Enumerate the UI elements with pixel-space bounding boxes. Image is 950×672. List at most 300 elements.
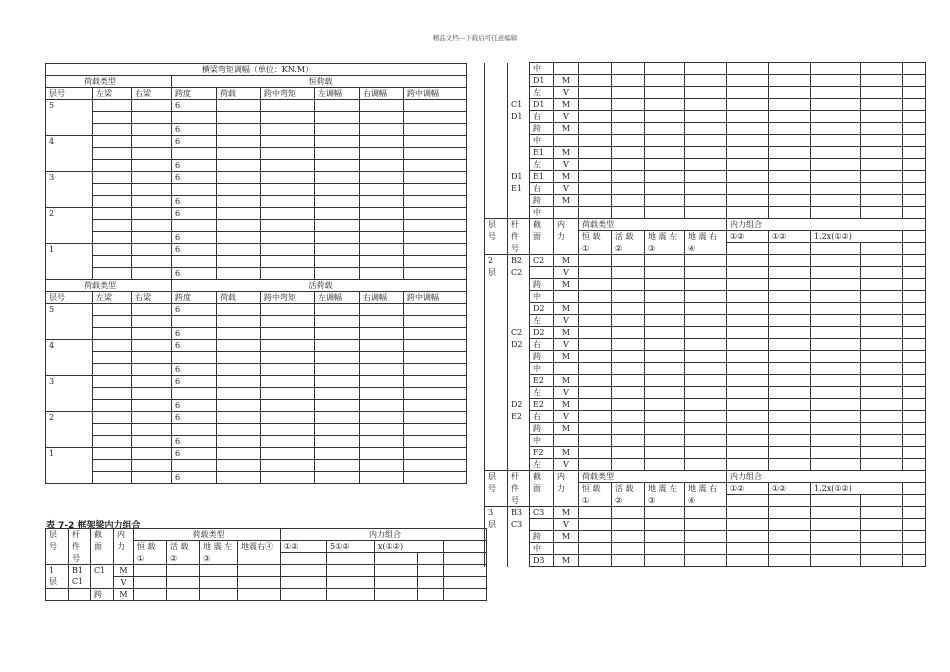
- section-header: 面: [530, 483, 554, 495]
- table-cell: [217, 412, 261, 424]
- member-cell: B3: [508, 507, 530, 519]
- force-cell: M: [554, 195, 579, 207]
- table-cell: [93, 220, 132, 232]
- section-cell: D2: [530, 327, 554, 339]
- table-cell: [645, 351, 685, 363]
- member-cell: D2: [508, 339, 530, 351]
- column-header: 跨中弯矩: [261, 88, 315, 100]
- force-cell: M: [554, 327, 579, 339]
- table-cell: [375, 553, 418, 565]
- force-header: 力: [114, 541, 134, 553]
- table-cell: [612, 63, 645, 75]
- table-cell: [360, 136, 404, 148]
- table-cell: [685, 63, 727, 75]
- force-row: [485, 255, 926, 267]
- table-cell: [132, 472, 172, 484]
- table-cell: [811, 363, 861, 375]
- table-cell: [903, 267, 926, 279]
- table-cell: [172, 316, 217, 328]
- section-cell: D2: [530, 303, 554, 315]
- section-cell: 跨: [530, 351, 554, 363]
- section-cell: C1: [91, 565, 114, 577]
- table-cell: [93, 472, 132, 484]
- table-cell: [769, 135, 811, 147]
- page-header: 精品文档---下载后可任意编辑: [432, 34, 518, 42]
- table-cell: [261, 460, 315, 472]
- force-row: [485, 111, 926, 123]
- table-cell: [579, 399, 612, 411]
- floor-row: [46, 352, 467, 364]
- force-row: [485, 183, 926, 195]
- table-cell: [727, 111, 769, 123]
- table-cell: [612, 459, 645, 471]
- section-cell: F2: [530, 447, 554, 459]
- table-cell: [685, 363, 727, 375]
- table-cell: [315, 220, 360, 232]
- table-cell: [217, 304, 261, 316]
- table-cell: [645, 543, 685, 555]
- table-cell: [327, 565, 375, 577]
- floor-cell: [485, 99, 508, 111]
- table-cell: [315, 352, 360, 364]
- table-cell: [132, 316, 172, 328]
- header-row: [46, 541, 487, 553]
- table-cell: [811, 435, 861, 447]
- table-cell: [811, 87, 861, 99]
- table-cell: [612, 363, 645, 375]
- table-cell: [727, 243, 769, 255]
- table-cell: [217, 472, 261, 484]
- table-cell: [93, 412, 132, 424]
- force-row: [485, 423, 926, 435]
- floor-row: [46, 136, 467, 148]
- table-cell: [727, 531, 769, 543]
- table-cell: [132, 184, 172, 196]
- member-cell: [508, 315, 530, 327]
- table-cell: [132, 376, 172, 388]
- table-cell: [261, 388, 315, 400]
- table-cell: [360, 232, 404, 244]
- table-cell: [93, 232, 132, 244]
- combo-col: ①②: [281, 541, 327, 553]
- table-cell: [360, 460, 404, 472]
- section-cell: 左: [530, 159, 554, 171]
- table-cell: [685, 111, 727, 123]
- force-row: [485, 267, 926, 279]
- span-value: 6: [172, 208, 217, 220]
- table-cell: [444, 565, 487, 577]
- table-cell: [360, 376, 404, 388]
- force-row: [485, 387, 926, 399]
- table-cell: [727, 423, 769, 435]
- table-cell: [811, 399, 861, 411]
- table-cell: [172, 460, 217, 472]
- table-cell: [645, 147, 685, 159]
- member-cell: C3: [508, 519, 530, 531]
- table-cell: [612, 159, 645, 171]
- floor-cell: [485, 555, 508, 567]
- table-cell: [861, 411, 903, 423]
- section-cell: 右: [530, 183, 554, 195]
- table-cell: [612, 171, 645, 183]
- table-cell: [93, 100, 132, 112]
- section-cell: 右: [530, 339, 554, 351]
- table-cell: [114, 553, 134, 565]
- table-cell: [418, 553, 444, 565]
- table-cell: [404, 352, 467, 364]
- table-cell: [132, 304, 172, 316]
- table-cell: [404, 364, 467, 376]
- table-cell: [861, 63, 903, 75]
- table-cell: [612, 519, 645, 531]
- member-header: 件: [69, 541, 91, 553]
- force-cell: [554, 363, 579, 375]
- table-cell: [172, 148, 217, 160]
- table-cell: [281, 553, 327, 565]
- floor-cell: [485, 447, 508, 459]
- table-cell: [261, 244, 315, 256]
- internal-force-table-part2: [484, 62, 926, 567]
- section-cell: 中: [530, 135, 554, 147]
- table-cell: [360, 388, 404, 400]
- table-cell: [404, 472, 467, 484]
- table-cell: [861, 387, 903, 399]
- table-cell: [217, 424, 261, 436]
- combo-col: 1.2x(①②): [811, 483, 903, 495]
- table-cell: [685, 207, 727, 219]
- table-cell: [727, 459, 769, 471]
- table-cell: [404, 304, 467, 316]
- table-cell: [903, 171, 926, 183]
- table-cell: [217, 136, 261, 148]
- live-load-header: 活 载: [167, 541, 200, 553]
- column-header: 荷载: [217, 88, 261, 100]
- member-cell: [508, 555, 530, 567]
- table-cell: [685, 351, 727, 363]
- force-cell: V: [554, 339, 579, 351]
- floor-cell: [485, 411, 508, 423]
- table-cell: [685, 159, 727, 171]
- section-cell: 右: [530, 411, 554, 423]
- force-row: [485, 303, 926, 315]
- table-cell: [132, 460, 172, 472]
- table-cell: [579, 279, 612, 291]
- table-cell: [315, 184, 360, 196]
- force-row: [485, 147, 926, 159]
- table-cell: [360, 160, 404, 172]
- table-cell: [404, 220, 467, 232]
- table-cell: [861, 435, 903, 447]
- table-cell: [769, 279, 811, 291]
- force-cell: M: [554, 171, 579, 183]
- table-cell: [579, 111, 612, 123]
- table-cell: [727, 411, 769, 423]
- table-cell: [727, 399, 769, 411]
- table-cell: [530, 243, 554, 255]
- floor-cell: [485, 75, 508, 87]
- force-header: 力: [554, 231, 579, 243]
- table-cell: [811, 255, 861, 267]
- table-cell: [685, 435, 727, 447]
- member-header: 号: [508, 243, 530, 255]
- table-cell: [727, 555, 769, 567]
- table-cell: [579, 99, 612, 111]
- table-cell: [404, 448, 467, 460]
- span-value: 6: [172, 136, 217, 148]
- table-cell: [861, 291, 903, 303]
- table-cell: [93, 388, 132, 400]
- table-cell: [444, 553, 487, 565]
- table-cell: [93, 196, 132, 208]
- table-cell: [903, 543, 926, 555]
- eq-left-num: ③: [200, 553, 238, 565]
- table-cell: [261, 376, 315, 388]
- span-value: 6: [172, 100, 217, 112]
- floor-header: 号: [46, 541, 69, 553]
- table-cell: [769, 423, 811, 435]
- table-cell: [769, 183, 811, 195]
- table-cell: [727, 123, 769, 135]
- table-cell: [579, 411, 612, 423]
- floor-cell: [485, 183, 508, 195]
- table-cell: [134, 577, 167, 589]
- span-value: 6: [172, 268, 217, 280]
- table-cell: [375, 565, 418, 577]
- table-cell: [93, 448, 132, 460]
- force-row: [485, 375, 926, 387]
- header-row: [46, 529, 487, 541]
- table-cell: [903, 279, 926, 291]
- table-cell: [685, 147, 727, 159]
- table-cell: [404, 100, 467, 112]
- table-cell: [217, 376, 261, 388]
- table-cell: [217, 388, 261, 400]
- table-cell: [315, 244, 360, 256]
- table-cell: [903, 495, 926, 507]
- table-cell: [315, 232, 360, 244]
- table-cell: [404, 148, 467, 160]
- force-cell: [554, 63, 579, 75]
- member-cell: [508, 135, 530, 147]
- table-cell: [172, 256, 217, 268]
- table-cell: [132, 100, 172, 112]
- section-cell: C3: [530, 507, 554, 519]
- table-cell: [404, 388, 467, 400]
- force-cell: V: [554, 159, 579, 171]
- table-cell: [404, 412, 467, 424]
- section-cell: 中: [530, 543, 554, 555]
- column-header-row: [46, 292, 467, 304]
- table-cell: [769, 195, 811, 207]
- floor-row: [46, 184, 467, 196]
- table-cell: [645, 459, 685, 471]
- table-cell: [685, 411, 727, 423]
- table-cell: [132, 388, 172, 400]
- member-cell: C1: [508, 99, 530, 111]
- table-cell: [727, 207, 769, 219]
- eq-right-header: 地震右④: [238, 541, 281, 553]
- table-cell: [811, 99, 861, 111]
- floor-row: [46, 172, 467, 184]
- section-cell: D3: [530, 555, 554, 567]
- table-cell: [132, 112, 172, 124]
- floor-cell: [485, 303, 508, 315]
- floor-row: [46, 388, 467, 400]
- table-cell: [217, 172, 261, 184]
- table-cell: [811, 495, 861, 507]
- span-value: 6: [172, 328, 217, 340]
- table-cell: [685, 171, 727, 183]
- table-cell: [903, 87, 926, 99]
- floor-number: 1: [46, 448, 93, 484]
- force-cell: M: [554, 447, 579, 459]
- span-value: 6: [172, 304, 217, 316]
- table-cell: [315, 424, 360, 436]
- floor-cell: [485, 111, 508, 123]
- table-cell: [404, 400, 467, 412]
- table-cell: [315, 340, 360, 352]
- table-cell: [903, 327, 926, 339]
- table-cell: [172, 112, 217, 124]
- member-text: C1: [72, 577, 84, 586]
- floor-row: [46, 124, 467, 136]
- table-cell: [93, 208, 132, 220]
- table-cell: [903, 135, 926, 147]
- table-cell: [727, 99, 769, 111]
- table-cell: [727, 183, 769, 195]
- member-cell: [508, 303, 530, 315]
- table-cell: [91, 553, 114, 565]
- table-cell: [93, 244, 132, 256]
- table-cell: [769, 387, 811, 399]
- table-cell: [261, 352, 315, 364]
- table-cell: [903, 423, 926, 435]
- table-cell: [93, 184, 132, 196]
- span-value: 6: [172, 244, 217, 256]
- table-cell: [727, 195, 769, 207]
- floor-row: [46, 448, 467, 460]
- table-cell: [579, 147, 612, 159]
- table-cell: [360, 256, 404, 268]
- section-cell: E2: [530, 375, 554, 387]
- table-cell: [217, 436, 261, 448]
- force-row: [485, 63, 926, 75]
- table-cell: [261, 400, 315, 412]
- force-row: [485, 447, 926, 459]
- span-value: 6: [172, 364, 217, 376]
- floor-cell: [485, 87, 508, 99]
- table-cell: [217, 148, 261, 160]
- table-cell: [404, 160, 467, 172]
- force-cell: M: [554, 351, 579, 363]
- table-cell: [727, 279, 769, 291]
- table-cell: [579, 135, 612, 147]
- section-cell: E2: [530, 399, 554, 411]
- table-cell: [134, 565, 167, 577]
- table-cell: [579, 531, 612, 543]
- table-cell: [612, 267, 645, 279]
- force-cell: V: [554, 111, 579, 123]
- table-cell: [579, 423, 612, 435]
- table-cell: [685, 123, 727, 135]
- floor-cell: [485, 363, 508, 375]
- table-cell: [360, 100, 404, 112]
- live-load-num: ②: [612, 243, 645, 255]
- table-cell: [217, 400, 261, 412]
- table-cell: [811, 315, 861, 327]
- table-cell: [811, 507, 861, 519]
- table-cell: [360, 328, 404, 340]
- combo-header: 内力组合: [281, 529, 487, 541]
- table-cell: [645, 339, 685, 351]
- table-cell: [645, 447, 685, 459]
- column-header: 荷载: [217, 292, 261, 304]
- table-cell: [612, 123, 645, 135]
- floor-row: [46, 256, 467, 268]
- floor-cell: [485, 399, 508, 411]
- table-cell: [315, 448, 360, 460]
- load-type-row: [46, 280, 467, 292]
- table-cell: [645, 75, 685, 87]
- table-cell: [554, 495, 579, 507]
- column-header: 跨中弯矩: [261, 292, 315, 304]
- table-cell: [727, 159, 769, 171]
- table-cell: [134, 589, 167, 601]
- column-header: 跨度: [172, 88, 217, 100]
- table-cell: [769, 99, 811, 111]
- table-cell: [811, 519, 861, 531]
- table-cell: [93, 340, 132, 352]
- table-cell: [93, 256, 132, 268]
- force-cell: [554, 435, 579, 447]
- table-cell: [903, 507, 926, 519]
- table-cell: [645, 255, 685, 267]
- table-cell: [769, 363, 811, 375]
- table-cell: [261, 184, 315, 196]
- force-cell: M: [554, 279, 579, 291]
- table-cell: [46, 589, 69, 601]
- column-header: 跨度: [172, 292, 217, 304]
- table-cell: [612, 135, 645, 147]
- table-cell: [360, 268, 404, 280]
- table-cell: [404, 244, 467, 256]
- table-cell: [132, 400, 172, 412]
- force-cell: M: [554, 399, 579, 411]
- table-cell: [238, 577, 281, 589]
- table-cell: [360, 424, 404, 436]
- floor-number: 2: [46, 208, 93, 244]
- floor-row: [46, 304, 467, 316]
- table-cell: [93, 124, 132, 136]
- combo-col: 1.2x(①②): [811, 231, 903, 243]
- table-cell: [861, 99, 903, 111]
- table-cell: [360, 472, 404, 484]
- force-row: [485, 363, 926, 375]
- table-cell: [861, 531, 903, 543]
- table-cell: [903, 63, 926, 75]
- table-cell: [861, 183, 903, 195]
- member-cell: [508, 447, 530, 459]
- table-cell: [645, 303, 685, 315]
- force-header: 内: [554, 219, 579, 231]
- member-cell: [508, 435, 530, 447]
- table-cell: [769, 351, 811, 363]
- table-cell: [579, 207, 612, 219]
- table-cell: [645, 171, 685, 183]
- table-cell: [238, 589, 281, 601]
- table-cell: [261, 256, 315, 268]
- eq-right-header: 地 震 右: [685, 231, 727, 243]
